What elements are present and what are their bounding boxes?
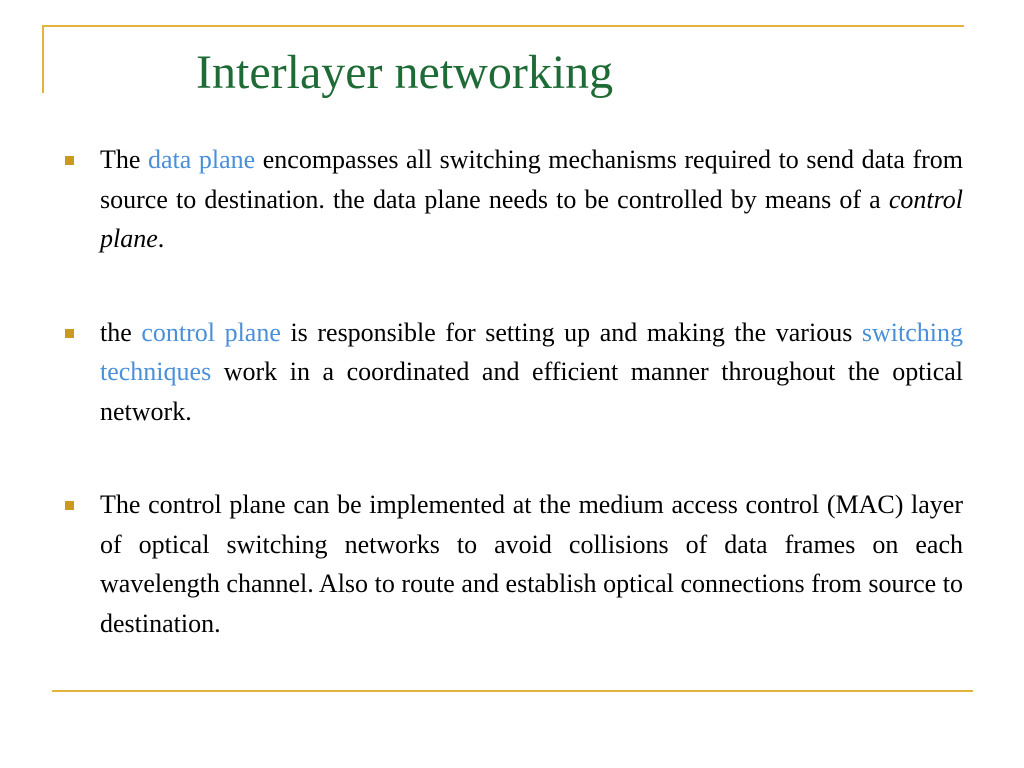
bullet-text-segment: is responsible for setting up and making the various — [280, 317, 862, 347]
bullet-text-segment: The — [100, 145, 148, 174]
square-bullet-icon — [65, 156, 74, 165]
bullet-item — [60, 140, 963, 259]
bullet-text-segment: . — [157, 224, 165, 253]
slide-frame-top-line — [42, 25, 964, 27]
bullet-item — [60, 313, 963, 432]
bullet-text-segment: The control plane can be implemented at the medium access control (MAC) layer of optical switching networks to avoid collisions of data frames on each wavelength channel. Also to route and establish optical connections from source to destination. — [100, 490, 963, 638]
slide-title: Interlayer networking — [196, 46, 614, 99]
bullet-list — [60, 140, 963, 643]
square-bullet-icon — [65, 329, 74, 338]
bullet-text-segment: work in a coordinated and efficient manner throughout the optical network. — [100, 357, 963, 426]
square-bullet-icon — [65, 501, 74, 510]
bullet-text-segment: the — [100, 317, 142, 347]
bullet-text-segment: encompasses all switching mechanisms required to send data from source to destination. the data plane needs to be controlled by means of a — [100, 145, 964, 214]
slide-frame-bottom-line — [52, 690, 973, 692]
highlighted-term: data plane — [148, 145, 256, 174]
italic-term: control plane — [100, 184, 963, 253]
slide-frame-left-line — [42, 25, 44, 93]
highlighted-term: control plane — [141, 317, 281, 347]
bullet-item — [60, 485, 963, 643]
highlighted-term: switching techniques — [100, 317, 963, 386]
